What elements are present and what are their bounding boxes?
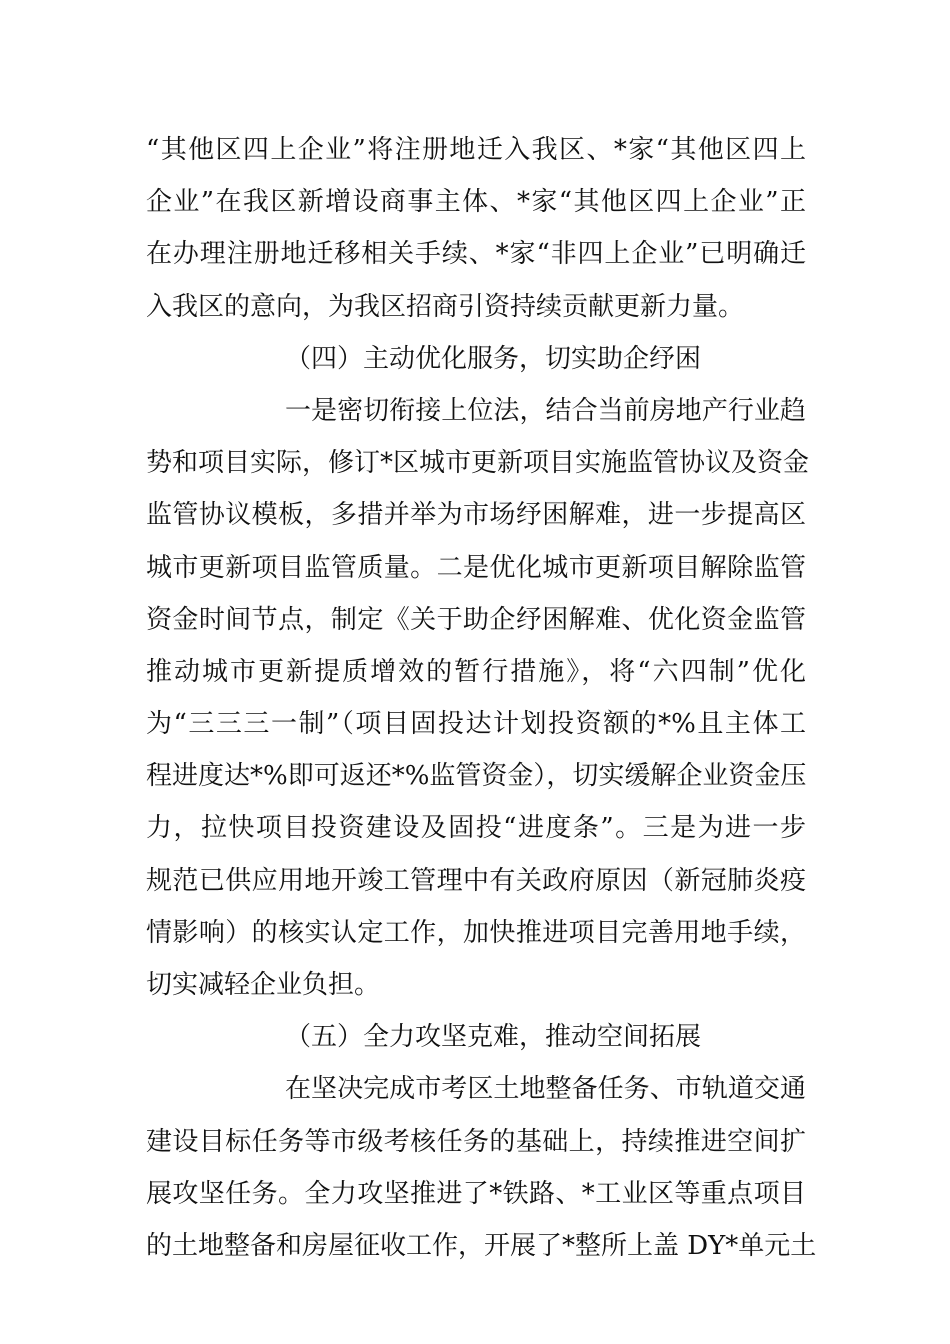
section-heading-5: （五）全力攻坚克难，推动空间拓展 [285, 1022, 702, 1053]
text-line: 切实减轻企业负担。 [146, 970, 381, 1000]
text-line: 监管协议模板，多措并举为市场纾困解难，进一步提高区 [146, 500, 806, 531]
text-line: 规范已供应用地开竣工管理中有关政府原因（新冠肺炎疫 [146, 865, 806, 896]
section-heading-4: （四）主动优化服务，切实助企纾困 [285, 343, 702, 374]
text-line: 建设目标任务等市级考核任务的基础上，持续推进空间扩 [146, 1126, 806, 1157]
paragraph-continuation [146, 124, 806, 333]
text-line: 企业”在我区新增设商事主体、*家“其他区四上企业”正 [146, 187, 806, 218]
paragraph-section-5 [146, 1063, 817, 1272]
text-line: 的土地整备和房屋征收工作，开展了*整所上盖 DY*单元土 [146, 1230, 817, 1261]
text-line: 情影响）的核实认定工作，加快推进项目完善用地手续， [146, 917, 806, 948]
text-line: 入我区的意向，为我区招商引资持续贡献更新力量。 [146, 291, 745, 322]
text-line: 城市更新项目监管质量。二是优化城市更新项目解除监管 [146, 552, 806, 583]
text-line: 推动城市更新提质增效的暂行措施》，将“六四制”优化 [146, 656, 806, 687]
paragraph-section-4 [146, 385, 810, 1011]
text-line: 一是密切衔接上位法，结合当前房地产行业趋 [285, 395, 806, 426]
text-line: 程进度达*%即可返还*%监管资金），切实缓解企业资金压 [146, 761, 807, 792]
text-line: 资金时间节点，制定《关于助企纾困解难、优化资金监管 [146, 604, 806, 635]
text-line: 在办理注册地迁移相关手续、*家“非四上企业”已明确迁 [146, 239, 806, 270]
text-line: 力，拉快项目投资建设及固投“进度条”。三是为进一步 [146, 813, 806, 844]
text-line: 展攻坚任务。全力攻坚推进了*铁路、*工业区等重点项目 [146, 1178, 806, 1209]
document-body [146, 124, 817, 1272]
text-line: “其他区四上企业”将注册地迁入我区、*家“其他区四上 [146, 135, 806, 165]
text-line: 为“三三三一制”（项目固投达计划投资额的*%且主体工 [146, 709, 806, 740]
text-line: 在坚决完成市考区土地整备任务、市轨道交通 [285, 1074, 806, 1105]
text-line: 势和项目实际，修订*区城市更新项目实施监管协议及资金 [146, 448, 810, 479]
